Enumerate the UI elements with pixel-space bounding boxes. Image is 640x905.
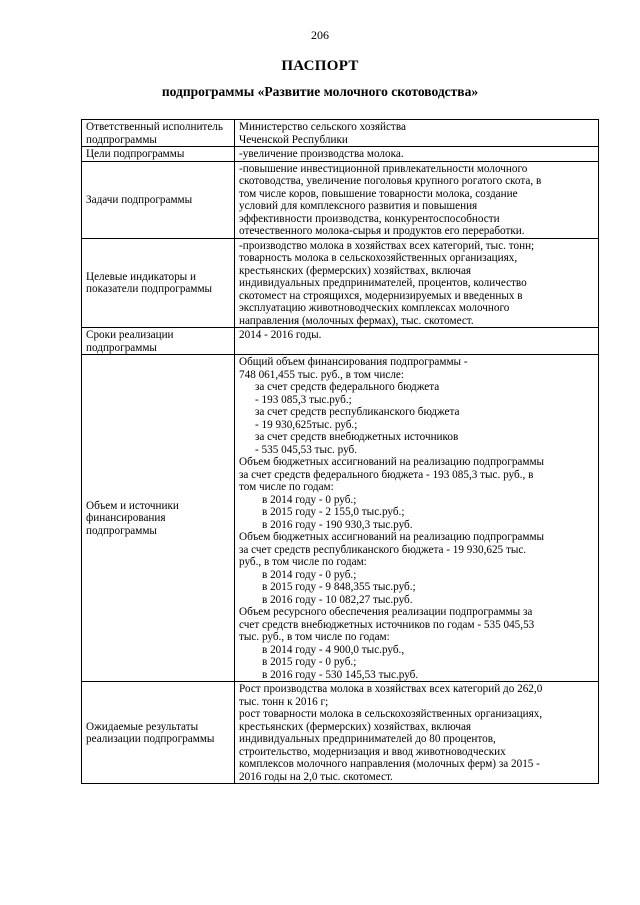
document-title: ПАСПОРТ	[281, 58, 359, 74]
row-label: Сроки реализации подпрограммы	[82, 328, 235, 355]
value-line: условий для комплексного развития и повышения	[239, 200, 478, 212]
value-line: тыс. руб., в том числе по годам:	[239, 631, 390, 643]
value-line: в 2016 году - 10 082,27 тыс.руб.	[262, 593, 413, 606]
row-label: Объем и источники финансирования подпрограммы	[82, 355, 235, 682]
row-value	[235, 147, 599, 162]
value-line: в 2016 году - 190 930,3 тыс.руб.	[262, 518, 413, 531]
value-line: 2016 годы на 2,0 тыс. скотомест.	[239, 770, 393, 783]
value-line: крестьянских (фермерских) хозяйствах, включая	[239, 264, 472, 277]
value-line: Объем бюджетных ассигнований на реализацию подпрограммы	[239, 531, 545, 543]
value-line: за счет средств федерального бюджета	[255, 381, 440, 393]
value-line: в 2015 году - 0 руб.;	[262, 656, 357, 668]
value-line: Объем ресурсного обеспечения реализации подпрограммы за	[239, 606, 533, 618]
table-row	[82, 682, 599, 784]
value-line: индивидуальных предпринимателей до 80 процентов,	[239, 733, 496, 745]
row-value	[235, 682, 599, 784]
row-value	[235, 328, 599, 355]
value-line: 2014 - 2016 годы.	[239, 329, 322, 341]
value-line: том числе коров, повышение товарности молока, создание	[239, 187, 518, 200]
value-line: -увеличение производства молока.	[239, 148, 404, 160]
value-line: направления (молочных фермах), тыс. скотомест.	[239, 314, 474, 327]
document-subtitle: подпрограммы «Развитие молочного скотоводства»	[161, 84, 479, 99]
row-label: Ответственный исполнитель подпрограммы	[82, 120, 235, 147]
row-label: Цели подпрограммы	[82, 147, 235, 162]
table-row	[82, 328, 599, 355]
table-row	[82, 147, 599, 162]
value-line: индивидуальных предпринимателей, процентов, количество	[239, 277, 527, 289]
table-row	[82, 355, 599, 682]
value-line: эксплуатацию животноводческих комплексах молочного	[239, 302, 510, 314]
value-line: скотоводства, увеличение поголовья крупного рогатого скота, в	[239, 175, 542, 187]
value-line: 748 061,455 тыс. руб., в том числе:	[239, 368, 404, 381]
value-line: Объем бюджетных ассигнований на реализацию подпрограммы	[239, 456, 545, 468]
row-label: Целевые индикаторы и показатели подпрограммы	[82, 238, 235, 328]
row-label: Ожидаемые результаты реализации подпрограммы	[82, 682, 235, 784]
value-line: скотомест на строящихся, модернизируемых и введенных в	[239, 289, 523, 302]
value-line: Рост производства молока в хозяйствах всех категорий до 262,0	[239, 683, 543, 695]
row-value	[235, 161, 599, 238]
value-line: за счет средств республиканского бюджета - 19 930,625 тыс.	[239, 543, 527, 556]
value-line: за счет средств федерального бюджета - 193 085,3 тыс. руб., в	[239, 468, 534, 481]
value-line: в 2015 году - 2 155,0 тыс.руб.;	[262, 506, 405, 518]
value-line: в 2014 году - 0 руб.;	[262, 568, 357, 581]
value-line: Общий объем финансирования подпрограммы -	[239, 356, 468, 368]
value-line: Чеченской Республики	[239, 133, 348, 146]
page-number: 206	[311, 28, 329, 42]
value-line: - 19 930,625тыс. руб.;	[255, 418, 358, 431]
row-value	[235, 120, 599, 147]
value-line: за счет средств республиканского бюджета	[255, 406, 460, 418]
row-value	[235, 355, 599, 682]
table-row	[82, 120, 599, 147]
value-line: рост товарности молока в сельскохозяйственных организациях,	[239, 708, 543, 720]
passport-table	[81, 119, 599, 784]
value-line: -повышение инвестиционной привлекательности молочного	[239, 162, 528, 175]
value-line: в 2016 году - 530 145,53 тыс.руб.	[262, 668, 419, 681]
value-line: комплексов молочного направления (молочных ферм) за 2015 -	[239, 758, 540, 770]
value-line: строительство, модернизация и ввод животноводческих	[239, 745, 506, 758]
value-line: в 2014 году - 4 900,0 тыс.руб.,	[262, 643, 405, 656]
value-line: товарность молока в сельскохозяйственных организациях,	[239, 252, 518, 264]
value-line: отечественного молока-сырья и продуктов его переработки.	[239, 225, 525, 237]
value-line: руб., в том числе по годам:	[239, 556, 367, 568]
row-value	[235, 238, 599, 328]
value-line: - 193 085,3 тыс.руб.;	[255, 393, 352, 406]
value-line: крестьянских (фермерских) хозяйствах, включая	[239, 720, 472, 733]
value-line: за счет средств внебюджетных источников	[255, 431, 459, 443]
table-row	[82, 161, 599, 238]
value-line: тыс. тонн к 2016 г;	[239, 695, 329, 708]
value-line: - 535 045,53 тыс. руб.	[255, 443, 358, 456]
value-line: счет средств внебюджетных источников по годам - 535 045,53	[239, 618, 535, 631]
row-label: Задачи подпрограммы	[82, 161, 235, 238]
value-line: Министерство сельского хозяйства	[239, 121, 406, 133]
value-line: эффективности производства, конкурентоспособности	[239, 212, 500, 225]
value-line: -производство молока в хозяйствах всех категорий, тыс. тонн;	[239, 239, 535, 252]
table-row	[82, 238, 599, 328]
value-line: в 2014 году - 0 руб.;	[262, 493, 357, 506]
value-line: том числе по годам:	[239, 481, 334, 493]
value-line: в 2015 году - 9 848,355 тыс.руб.;	[262, 581, 416, 593]
